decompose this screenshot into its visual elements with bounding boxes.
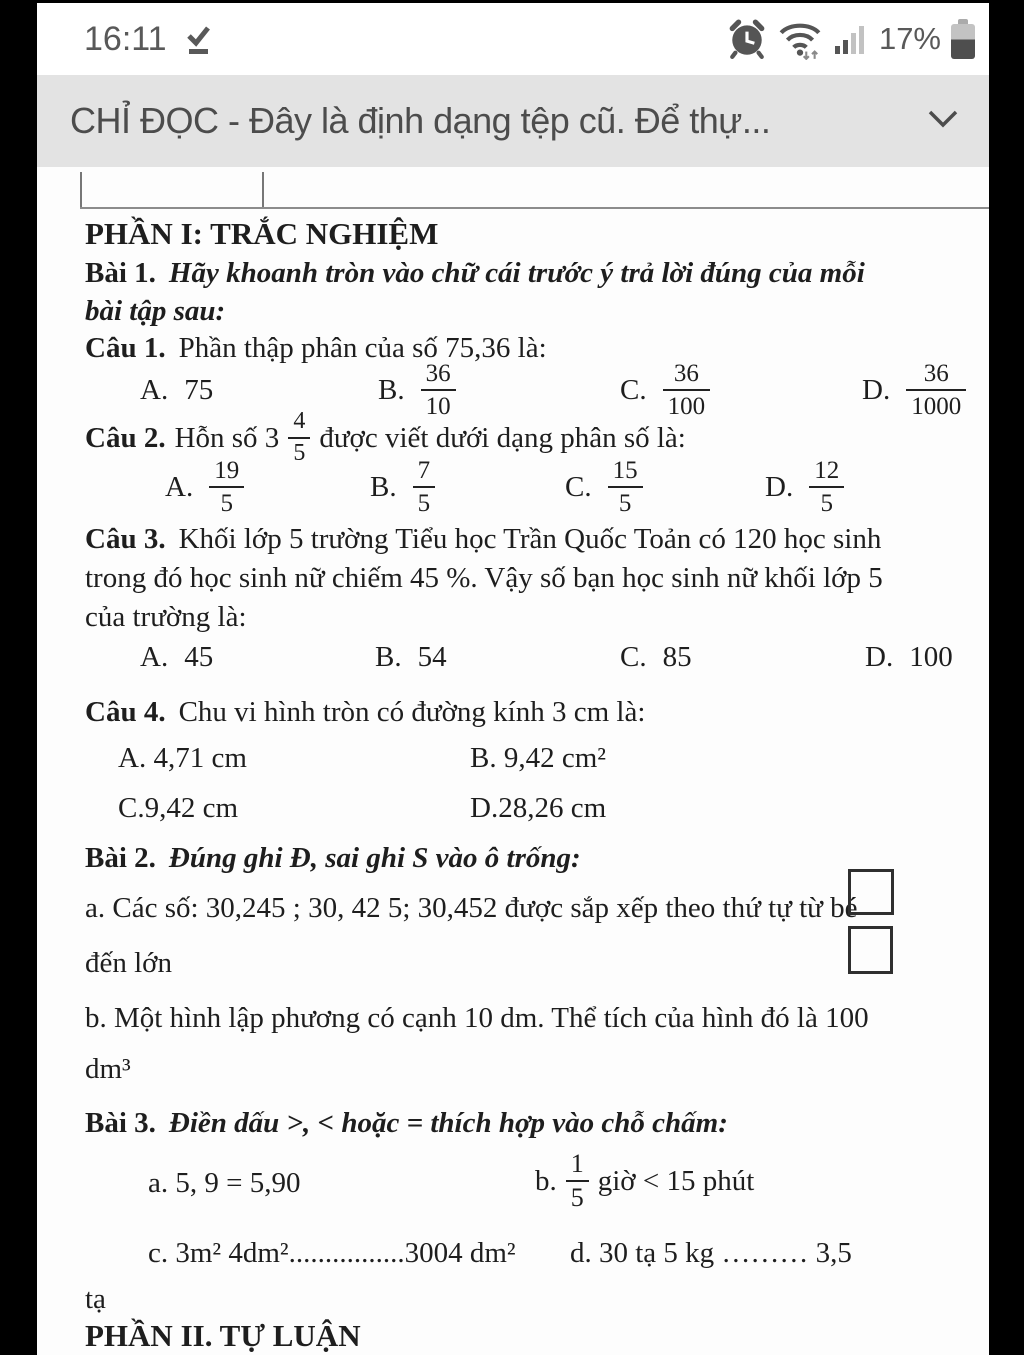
q2-text-after: được viết dưới dạng phân số là: <box>319 421 686 454</box>
document-scroll-area[interactable] <box>37 167 989 1355</box>
bai2-title: Đúng ghi Đ, sai ghi S vào ô trống: <box>168 842 581 874</box>
download-done-icon <box>181 22 215 56</box>
q1-option-d <box>862 360 966 420</box>
bai1-text: Hãy khoanh tròn vào chữ cái trước ý trả lời đúng của mỗi <box>168 257 865 289</box>
battery-icon <box>951 19 975 59</box>
readonly-banner-text: CHỈ ĐỌC - Đây là định dạng tệp cũ. Để thự... <box>70 100 771 141</box>
bai2-label: Bài 2. <box>85 842 156 874</box>
bai3-item-b-suffix: giờ < 15 phút <box>597 1164 755 1197</box>
q3-text-line2: trong đó học sinh nữ chiếm 45 %. Vậy số bạn học sinh nữ khối lớp 5 <box>85 562 883 594</box>
q3-option-a <box>140 641 213 674</box>
fraction-denominator: 10 <box>421 389 456 420</box>
bai1-label: Bài 1. <box>85 257 156 289</box>
option-letter: D. <box>865 641 894 673</box>
wifi-arrows-icon <box>777 18 823 60</box>
q3-option-d <box>865 641 953 674</box>
q1-label: Câu 1. <box>85 332 166 364</box>
fraction-numerator: 36 <box>923 360 949 387</box>
fraction <box>809 457 844 517</box>
fraction <box>566 1150 589 1212</box>
table-cell-border-left <box>80 172 82 208</box>
q3-text-line3: của trường là: <box>85 601 247 633</box>
q4-option-d: D.28,26 cm <box>470 792 607 824</box>
phone-screen <box>37 3 989 1355</box>
status-bar <box>37 3 989 75</box>
fraction-denominator: 100 <box>663 389 711 420</box>
q4-option-c: C.9,42 cm <box>118 792 239 824</box>
option-letter: D. <box>862 373 891 406</box>
alarm-clock-icon <box>727 19 767 59</box>
q2-option-a <box>165 458 244 516</box>
bai3-item-c: c. 3m² 4dm²................3004 dm² <box>148 1237 516 1269</box>
q2-option-b <box>370 458 435 516</box>
q4-label: Câu 4. <box>85 696 166 728</box>
option-letter: B. <box>378 373 405 406</box>
option-value: 45 <box>184 641 214 673</box>
q3-heading <box>85 521 881 558</box>
q3-option-b <box>375 641 447 674</box>
battery-percent: 17% <box>878 21 941 56</box>
mixed-number-fraction <box>288 409 310 467</box>
option-letter: B. <box>370 470 397 503</box>
bai1-heading <box>85 255 865 292</box>
fraction <box>608 457 643 517</box>
option-value: 75 <box>184 373 214 406</box>
bai3-title: Điền dấu >, < hoặc = thích hợp vào chỗ chấm: <box>168 1107 728 1139</box>
bai3-item-d-continuation: tạ <box>85 1283 106 1315</box>
bai3-item-a: a. 5, 9 = 5,90 <box>148 1167 301 1199</box>
option-letter: D. <box>765 470 794 503</box>
fraction-numerator: 4 <box>293 408 306 435</box>
q4-heading <box>85 694 645 731</box>
option-value: 85 <box>662 641 692 673</box>
bai2-item-a-line2: đến lớn <box>85 947 173 979</box>
fraction-denominator: 5 <box>809 486 844 517</box>
bai3-item-b-prefix: b. <box>535 1164 557 1197</box>
fraction-denominator: 5 <box>209 486 244 517</box>
fraction-numerator: 36 <box>425 360 451 387</box>
status-time: 16:11 <box>84 19 167 58</box>
table-cell-border-mid <box>262 172 264 208</box>
fraction <box>413 457 436 517</box>
q3-text-line1: Khối lớp 5 trường Tiểu học Trần Quốc Toản có 120 học sinh <box>178 523 882 555</box>
bai2-item-a-line1: a. Các số: 30,245 ; 30, 42 5; 30,452 được sắp xếp theo thứ tự từ bé <box>85 892 858 924</box>
q3-option-c <box>620 641 692 674</box>
cellular-signal-icon <box>833 22 869 56</box>
option-letter: C. <box>565 470 592 503</box>
fraction-denominator: 5 <box>608 486 643 517</box>
part1-title: PHẦN I: TRẮC NGHIỆM <box>85 216 439 251</box>
fraction-denominator: 5 <box>413 486 436 517</box>
bai2-item-b-line1: b. Một hình lập phương có cạnh 10 dm. Thể tích của hình đó là 100 <box>85 1002 869 1034</box>
status-bar-right <box>727 18 975 60</box>
q1-text: Phần thập phân của số 75,36 là: <box>178 332 547 364</box>
option-letter: C. <box>620 641 647 673</box>
q2-text-before: Hỗn số 3 <box>174 421 280 454</box>
q4-text: Chu vi hình tròn có đường kính 3 cm là: <box>178 696 646 728</box>
fraction-numerator: 12 <box>814 457 840 484</box>
answer-box-b <box>848 926 893 974</box>
fraction-denominator: 5 <box>288 437 310 467</box>
fraction-numerator: 19 <box>214 457 240 484</box>
option-value: 100 <box>909 641 953 673</box>
fraction-denominator: 1000 <box>906 389 966 420</box>
option-letter: A. <box>140 641 169 673</box>
part2-title: PHẦN II. TỰ LUẬN <box>85 1318 361 1353</box>
option-letter: A. <box>165 470 194 503</box>
bai3-item-b <box>535 1150 754 1212</box>
bai3-label: Bài 3. <box>85 1107 156 1139</box>
q3-label: Câu 3. <box>85 523 166 555</box>
readonly-banner[interactable] <box>37 75 989 167</box>
option-letter: C. <box>620 373 647 406</box>
fraction-numerator: 1 <box>570 1148 584 1178</box>
q2-option-c <box>565 458 643 516</box>
q2-option-d <box>765 458 844 516</box>
option-letter: A. <box>140 373 169 406</box>
fraction-numerator: 36 <box>673 360 699 387</box>
bai3-item-d: d. 30 tạ 5 kg ……… 3,5 <box>570 1237 852 1269</box>
fraction-numerator: 15 <box>612 457 638 484</box>
bai3-heading <box>85 1105 728 1142</box>
option-letter: B. <box>375 641 402 673</box>
answer-box-a <box>848 869 894 915</box>
table-row-border <box>80 207 989 209</box>
bai1-heading-line2: bài tập sau: <box>85 295 226 327</box>
bai2-item-b-line2: dm³ <box>85 1053 131 1085</box>
fraction <box>906 360 966 420</box>
fraction-denominator: 5 <box>566 1180 589 1212</box>
option-value: 54 <box>417 641 447 673</box>
bai2-heading <box>85 840 581 877</box>
chevron-down-icon[interactable] <box>927 109 959 134</box>
q4-option-a: A. 4,71 cm <box>118 742 247 774</box>
status-bar-left <box>84 20 215 59</box>
q4-option-b: B. 9,42 cm² <box>470 742 606 774</box>
q2-label: Câu 2. <box>85 421 166 454</box>
fraction <box>209 457 244 517</box>
fraction-numerator: 7 <box>417 457 431 484</box>
